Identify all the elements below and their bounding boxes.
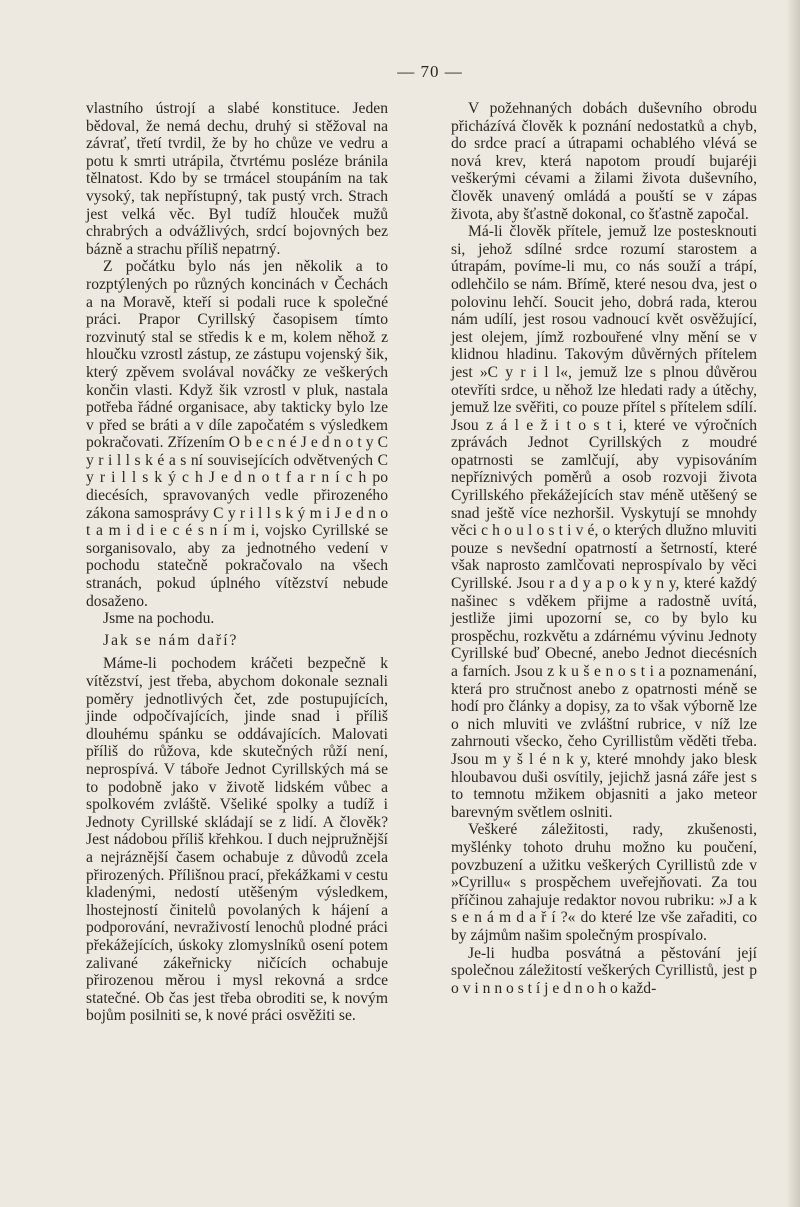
paragraph: vlastního ústrojí a slabé konstituce. Jeden bědoval, že nemá dechu, druhý si stěžoval na závrať, třetí tvrdil, že by ho chůze ve vedru a potu k smrti utrápila, čtvrtému posléze bránila tělnatost. Kdo by se trmácel stoupáním na tak vysoký, tak nepřístupný, tak pustý vrch. Strach jest velká věc. Byl tudíž hlouček mužů chrabrých a odvážlivých, srdcí bojovných bez bázně a strachu příliš nepatrný. [86, 100, 388, 258]
right-column [451, 100, 757, 997]
paragraph: V požehnaných dobách duševního obrodu přicházívá člověk k poznání nedostatků a chyb, do srdce prací a útrapami ochablého vlévá se nová krev, která napotom proudí bujaréji veškerými cévami a žilami života duševního, člověk unavený omládá a pouští se v zápas života, aby šťastně dokonal, co šťastně započal. [451, 100, 757, 223]
left-column [86, 100, 388, 1025]
paragraph: Má-li člověk přítele, jemuž lze postesknouti si, jehož sdílné srdce rozumí starostem a útrapám, povíme-li mu, co nás souží a trápí, odlehčilo se nám. Břímě, které nesou dva, jest o polovinu lehčí. Soucit jeho, dobrá rada, kterou nám udílí, jest rosou vadnoucí květ osvěžující, jest olejem, jímž rozbouřené vlny mění se v klidnou hladinu. Takovým důvěrných přítelem jest »C y r i l l«, jemuž lze s plnou důvěrou otevříti srdce, u něhož lze hledati rady a útěchy, jemuž lze svěřiti, co pouze přítel s přítelem sdílí. Jsou z á l e ž i t o s t i, které ve výročních zprávách Jednot Cyrillských z moudré opatrnosti se zamlčují, aby vypisováním nepříznivých poměrů a osob rozvoji života Cyrillského překážejících stav méně utěšený se snad ještě více nezhoršil. Vyskytují se mnohdy věci c h o u l o s t i v é, o kterých dlužno mluviti pouze s nevšední opatrností a šetrností, které však naprosto zamlčovati neprospívalo by věci Cyrillské. Jsou r a d y a p o k y n y, které každý našinec s vděkem přijme a radostně uvítá, jestliže jimi upozorní se, co by bylo ku prospěchu, rozkvětu a zdárnému vývinu Jednoty Cyrillské buď Obecné, anebo Jednot diecésních a farních. Jsou z k u š e n o s t i a poznamenání, která pro stručnost anebo z opatrnosti méně se hodí pro články a dopisy, za to však výborně lze o nich mluviti ve zvláštní rubrice, v níž lze zahrnouti všecko, čeho Cyrillistům věděti třeba. Jsou m y š l é n k y, které mnohdy jako blesk hloubavou duši osvítily, jejichž jasná záře jest s to temnotu mžikem objasniti a jako meteor barevným světlem oslniti. [451, 223, 757, 821]
section-heading: Jak se nám daří? [103, 631, 239, 649]
paragraph: Je-li hudba posvátná a pěstování její společnou záležitostí veškerých Cyrillistů, jest p o v i n n o s t í j e d n o h o každ- [451, 944, 757, 997]
paragraph: Z počátku bylo nás jen několik a to rozptýlených po různých koncinách v Čechách a na Moravě, kteří si podali ruce k společné práci. Prapor Cyrillský časopisem tímto rozvinutý stal se středis k e m, kolem něhož z hloučku vzrostl zástup, ze zástupu vojenský šik, který zpěvem svolával nováčky ze veškerých končin vlasti. Když šik vzrostl v pluk, nastala potřeba řádné organisace, aby takticky bylo lze v před se bráti a v díle započatém s výsledkem pokračovati. Zřízením O b e c n é J e d n o t y C y r i l l s k é a s ní souvisejících odvětvených C y r i l l s k ý c h J e d n o t f a r n í c h po diecésích, spravovaných vedle přirozeného zákona samosprávy C y r i l l s k ý m i J e d n o t a m i d i e c é s n í m i, vojsko Cyrillské se sorganisovalo, aby za jednotného vedení v pochodu statečně pokračovalo na všech stranách, pokud úplného vítězství nebude dosaženo. [86, 258, 388, 610]
paragraph: Máme-li pochodem kráčeti bezpečně k vítězství, jest třeba, abychom dokonale seznali poměry jednotlivých čet, zde postupujících, jinde odpočívajících, jinde snad i příliš dlouhému spánku se oddávajících. Malovati příliš do růžova, kde skutečných růží není, neprospívá. V táboře Jednot Cyrillských má se to podobně jako v životě lidském vůbec a spolkovém zvláště. Všeliké spolky a tudíž i Jednoty Cyrillské skládají se z lidí. A člověk? Jest nádobou příliš křehkou. I duch nejpružnější a nejráznější časem ochabuje z důvodů zcela přirozených. Přílišnou prací, překážkami v cestu kladenými, nedostí utěšeným výsledkem, lhostejností činitelů povolaných k hájení a podporování, nevraživostí lenochů plodné práci překážejících, úskoky zlomyslníků osení potem zalivané zákeřnicky ničících ochabuje přirozenou měrou i mysl rekovná a srdce statečné. Ob čas jest třeba obroditi se, k novým bojům posilniti se, k nové práci osvěžiti se. [86, 655, 388, 1025]
page-number: — 70 — [397, 62, 463, 81]
paragraph: Jsme na pochodu. [103, 610, 215, 628]
paragraph: Veškeré záležitosti, rady, zkušenosti, myšlénky tohoto druhu možno ku poučení, povzbuzení a užitku veškerých Cyrillistů zde v »Cyrillu« s prospěchem uveřejňovati. Za tou příčinou zahajuje redaktor novou rubriku: »J a k s e n á m d a ř í ?« do které lze vše zařaditi, co by zájmům našim společným prospívalo. [451, 821, 757, 944]
